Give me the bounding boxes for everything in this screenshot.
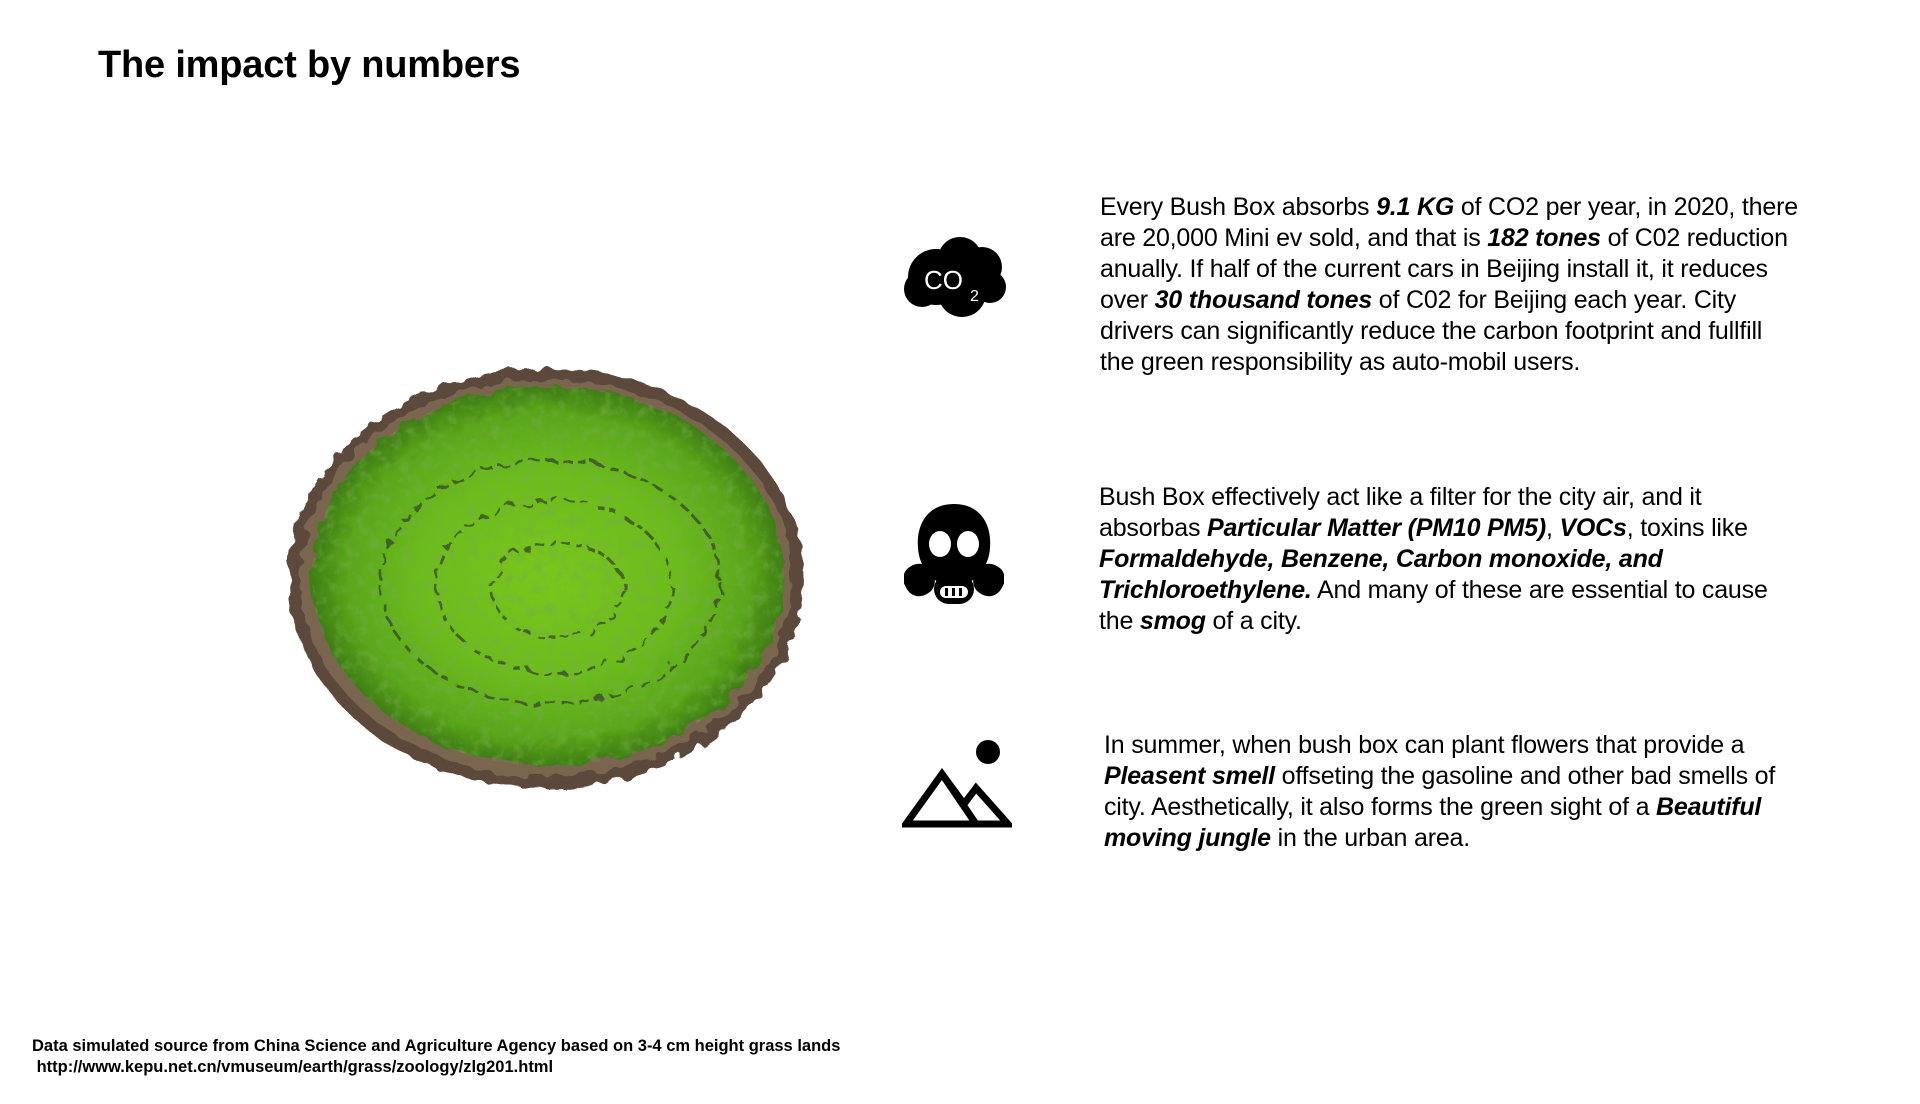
highlighted-phrase: VOCs [1559, 514, 1627, 542]
mountain-sun-icon [902, 738, 1012, 830]
text-run: Every Bush Box absorbs [1100, 193, 1377, 221]
highlighted-phrase: Beautiful moving jungle [1104, 793, 1762, 852]
text-run: offseting the gasoline and other bad smells of city. Aesthetically, it also forms the green sight of a [1104, 762, 1776, 821]
text-run: of CO2 per year, in 2020, there are 20,000 Mini ev sold, and that is [1100, 193, 1798, 252]
co2-cloud-icon [902, 233, 1008, 319]
pleasant-smell-paragraph [1104, 730, 1804, 854]
co2-icon-label: CO [924, 265, 963, 295]
text-run: , [1545, 514, 1560, 542]
page-title: The impact by numbers [98, 44, 521, 86]
text-run: Bush Box effectively act like a filter for the city air, and it absorbas [1099, 483, 1702, 542]
highlighted-phrase: Particular Matter (PM10 PM5) [1207, 514, 1546, 542]
highlighted-phrase: 9.1 KG [1376, 193, 1455, 221]
gas-mask-icon [904, 502, 1004, 606]
co2-absorption-paragraph [1100, 192, 1800, 378]
text-run: And many of these are essential to cause the [1099, 576, 1768, 635]
text-run: of C02 reduction anually. If half of the current cars in Beijing install it, it reduces over [1100, 224, 1788, 314]
highlighted-phrase: 30 thousand tones [1154, 286, 1373, 314]
highlighted-phrase: Pleasent smell [1104, 762, 1275, 790]
highlighted-phrase: Formaldehyde, Benzene, Carbon monoxide, and Trichloroethylene. [1099, 545, 1663, 604]
grass-bowl-illustration [268, 350, 838, 810]
footnote-url: http://www.kepu.net.cn/vmuseum/earth/grass/zoology/zlg201.html [32, 1058, 554, 1076]
text-run: of C02 for Beijing each year. City drivers can significantly reduce the carbon footprint and fullfill the green responsibility as auto-mobil users. [1100, 286, 1763, 376]
air-filter-paragraph [1099, 482, 1799, 637]
data-source-footnote [32, 1036, 840, 1078]
text-run: of a city. [1205, 607, 1302, 635]
highlighted-phrase: 182 tones [1487, 224, 1601, 252]
highlighted-phrase: smog [1139, 607, 1206, 635]
text-run: , toxins like [1626, 514, 1748, 542]
co2-icon-subscript: 2 [970, 288, 979, 305]
footnote-source-text: Data simulated source from China Science and Agriculture Agency based on 3-4 cm height grass lands [32, 1037, 841, 1055]
text-run: in the urban area. [1270, 824, 1470, 852]
text-run: In summer, when bush box can plant flowers that provide a [1104, 731, 1745, 759]
